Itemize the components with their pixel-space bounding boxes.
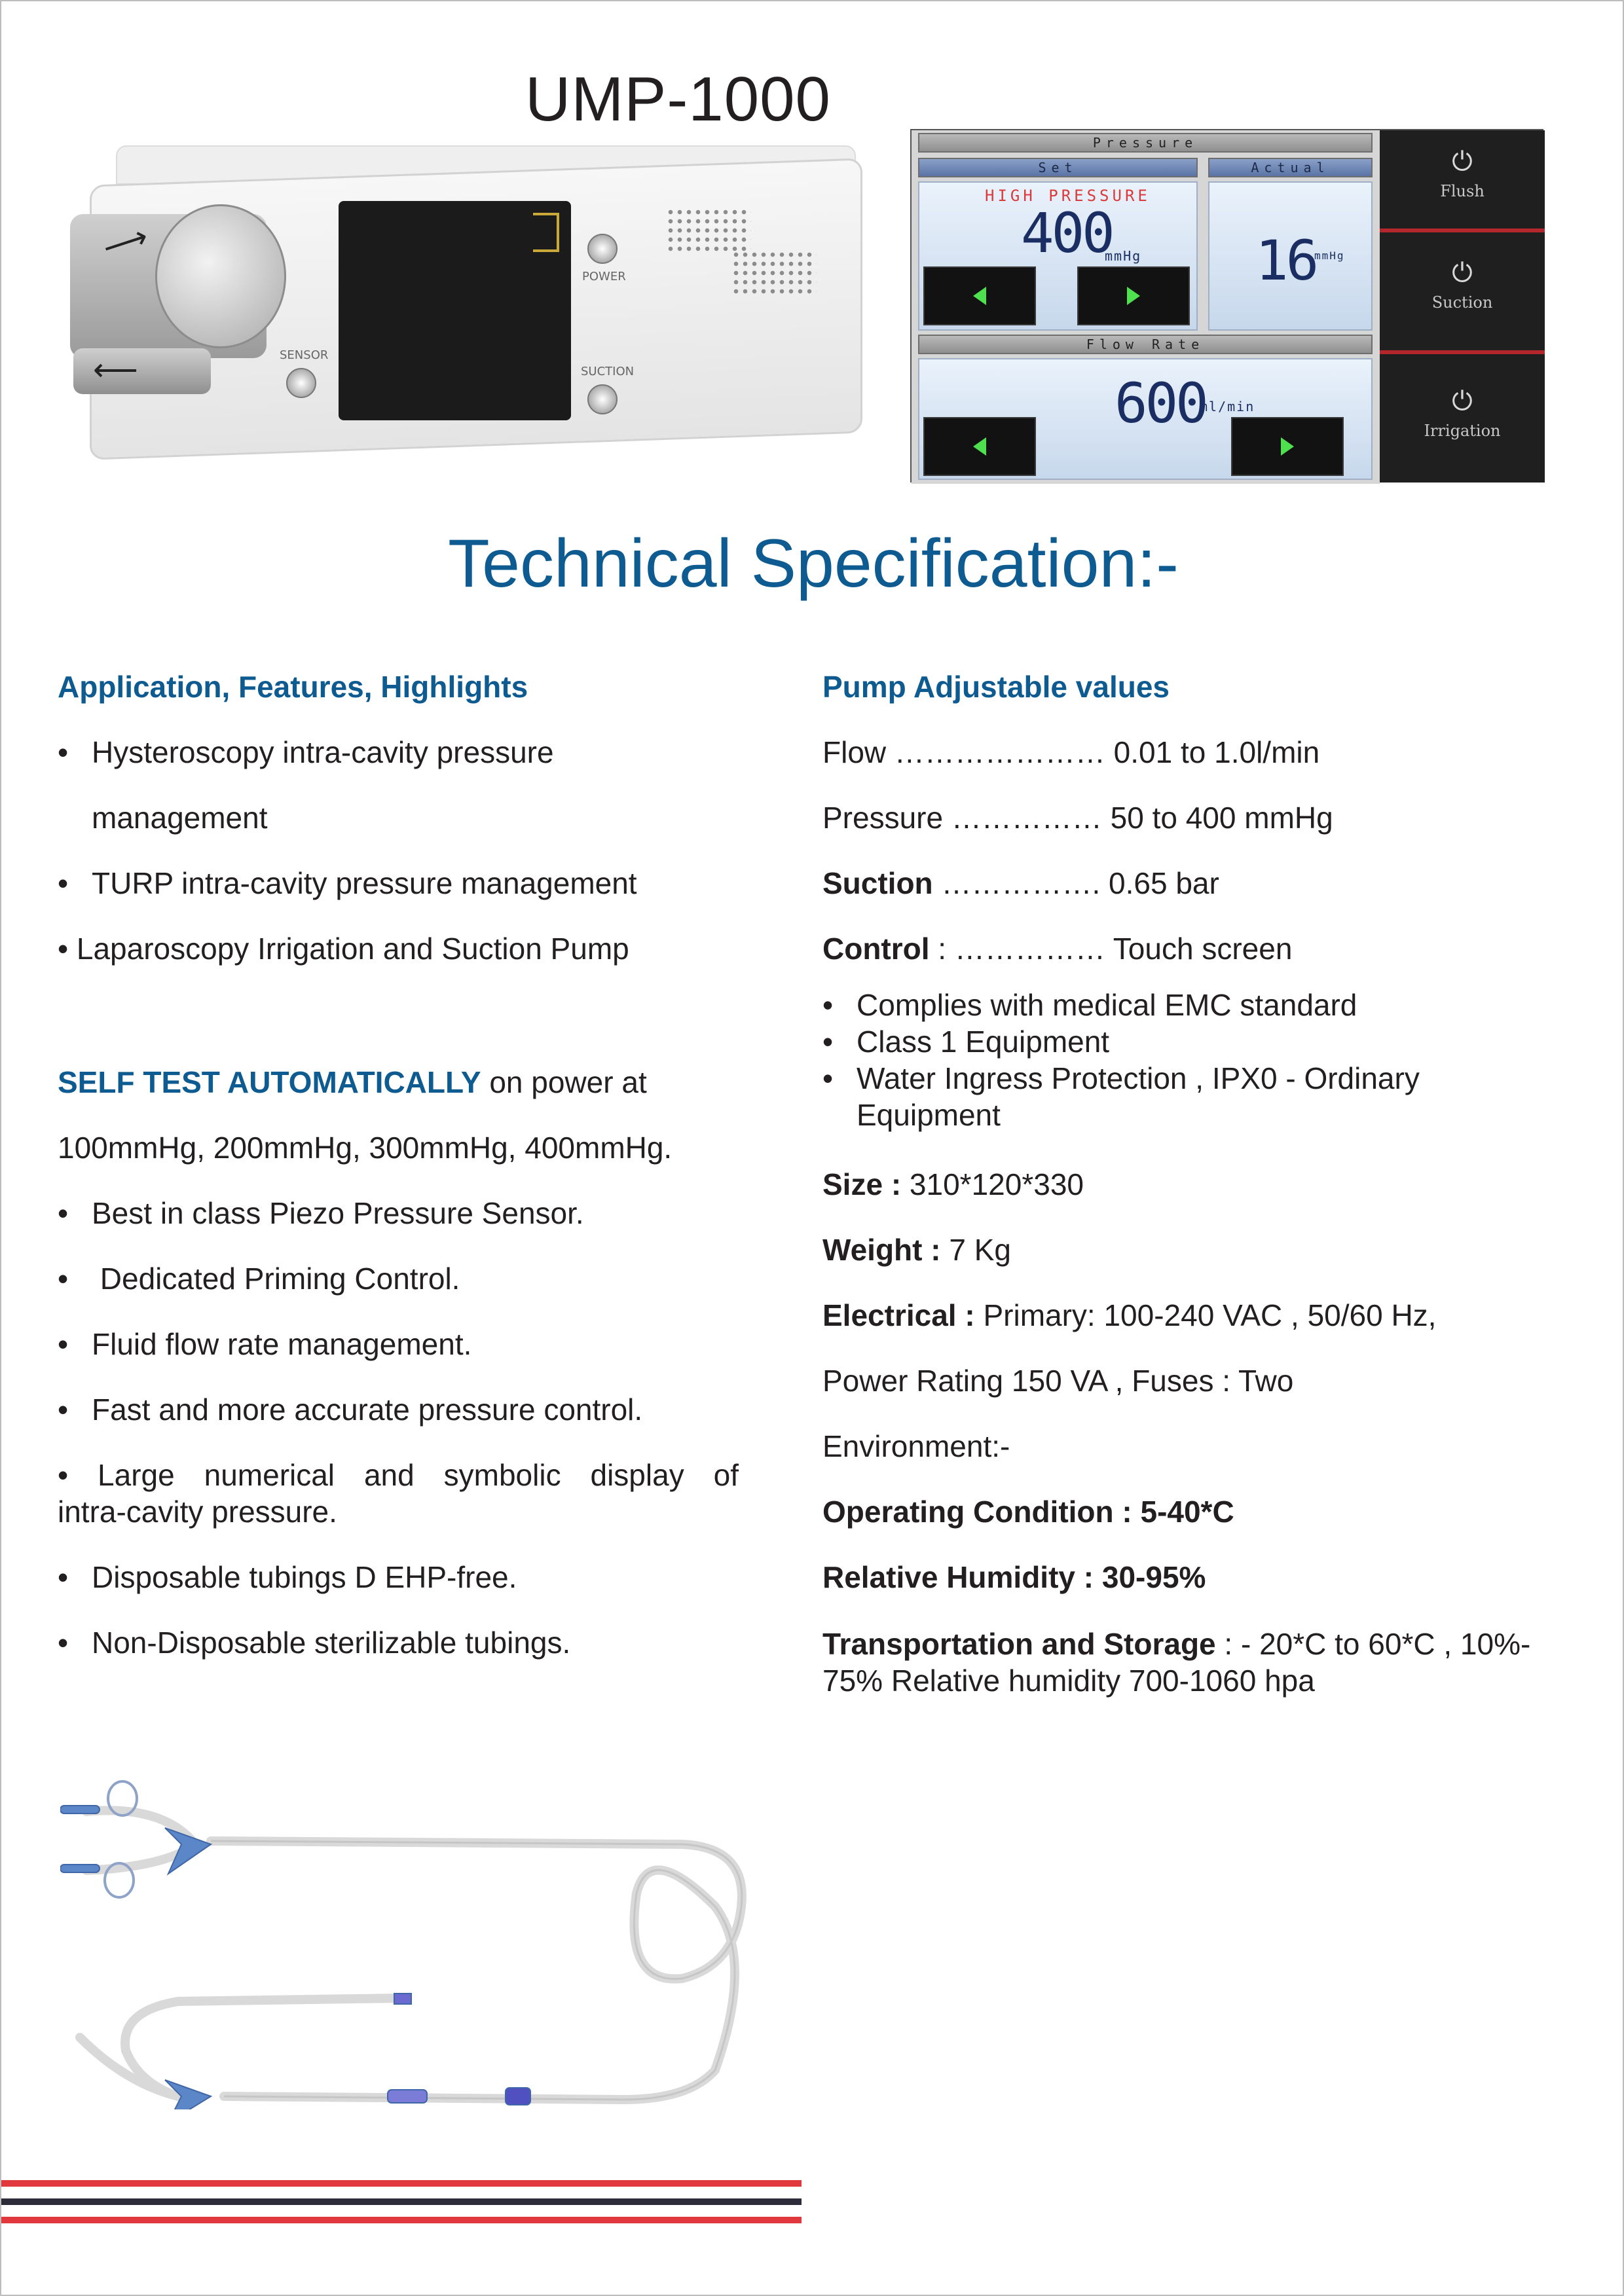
vent-grille [666, 208, 751, 253]
irrigation-button[interactable] [1380, 354, 1545, 483]
large-display-line-1: • Large numerical and symbolic display of [58, 1458, 739, 1492]
touch-screen-panel [910, 129, 1543, 483]
actual-header: Actual [1208, 158, 1373, 177]
self-test-values: 100mmHg, 200mmHg, 300mmHg, 400mmHg. [58, 1131, 673, 1165]
device-screen [339, 201, 571, 420]
left-arrow-icon [973, 287, 986, 305]
power-knob[interactable] [587, 234, 618, 264]
list-item: • Complies with medical EMC standard [822, 988, 1357, 1022]
list-item: Equipment [857, 1098, 1001, 1132]
flow-rate-header: Flow Rate [918, 335, 1373, 354]
vent-grille [731, 250, 817, 296]
pressure-header: Pressure [918, 133, 1373, 153]
pump-dial [155, 204, 286, 348]
list-item: • Laparoscopy Irrigation and Suction Pump [58, 932, 629, 966]
model-title: UMP-1000 [525, 64, 831, 134]
high-pressure-warning: HIGH PRESSURE [985, 187, 1151, 205]
right-arrow-icon [1127, 287, 1140, 305]
power-rating-spec: Power Rating 150 VA , Fuses : Two [822, 1364, 1294, 1398]
flush-button[interactable] [1380, 130, 1545, 228]
suction-label: Suction [1431, 293, 1493, 312]
power-icon: ⏻ [1452, 147, 1473, 176]
list-item: • Non-Disposable sterilizable tubings. [58, 1626, 571, 1660]
electrical-spec: Electrical : Primary: 100-240 VAC , 50/60 Hz, [822, 1298, 1437, 1332]
control-spec: Control : …………… Touch screen [822, 932, 1293, 966]
self-test-line: SELF TEST AUTOMATICALLY on power at [58, 1065, 647, 1099]
list-item: • TURP intra-cavity pressure management [58, 866, 637, 900]
set-decrease-button[interactable] [923, 266, 1036, 325]
set-increase-button[interactable] [1077, 266, 1190, 325]
flow-rate-unit: ml/min [1200, 399, 1255, 414]
list-item: • Class 1 Equipment [822, 1025, 1110, 1059]
list-item: management [92, 801, 268, 835]
flow-rate-value: 600 [1115, 371, 1206, 435]
right-arrow-icon [1281, 437, 1294, 456]
left-arrow-icon [973, 437, 986, 456]
device-illustration [64, 152, 876, 453]
flush-label: Flush [1440, 182, 1485, 200]
size-spec: Size : 310*120*330 [822, 1167, 1084, 1201]
pressure-spec: Pressure …………… 50 to 400 mmHg [822, 801, 1333, 835]
spec-title: Technical Specification:- [448, 526, 1179, 602]
dark-stripe [1, 2198, 802, 2205]
logo-icon [533, 213, 559, 252]
power-icon: ⏻ [1452, 387, 1473, 416]
features-heading: Application, Features, Highlights [58, 670, 528, 704]
pump-values-heading: Pump Adjustable values [822, 670, 1170, 704]
flow-decrease-button[interactable] [923, 417, 1036, 476]
set-pressure-unit: mmHg [1105, 248, 1142, 264]
set-header: Set [918, 158, 1198, 177]
suction-knob[interactable] [587, 384, 618, 414]
sensor-label: SENSOR [280, 348, 329, 362]
list-item: • Water Ingress Protection , IPX0 - Ordinary [822, 1061, 1420, 1095]
suction-label: SUCTION [581, 365, 635, 378]
tubing-set-illustration [60, 1743, 767, 2109]
red-stripe [1, 2180, 802, 2187]
large-display-line-2: intra-cavity pressure. [58, 1495, 337, 1529]
list-item: • Hysteroscopy intra-cavity pressure [58, 735, 554, 769]
flow-increase-button[interactable] [1231, 417, 1344, 476]
list-item: • Best in class Piezo Pressure Sensor. [58, 1196, 584, 1230]
actual-pressure-unit: mmHg [1314, 249, 1345, 262]
list-item: • Disposable tubings D EHP-free. [58, 1560, 517, 1594]
actual-lcd [1208, 181, 1373, 331]
transport-spec-cont: 75% Relative humidity 700-1060 hpa [822, 1664, 1315, 1698]
weight-spec: Weight : 7 Kg [822, 1233, 1011, 1267]
list-item: • Fast and more accurate pressure control. [58, 1393, 643, 1427]
sensor-knob[interactable] [286, 368, 316, 398]
power-label: POWER [582, 270, 626, 283]
flow-spec: Flow ………………… 0.01 to 1.0l/min [822, 735, 1320, 769]
environment-label: Environment:- [822, 1429, 1010, 1463]
red-stripe [1, 2217, 802, 2223]
suction-spec: Suction ……………. 0.65 bar [822, 866, 1219, 900]
relative-humidity: Relative Humidity : 30-95% [822, 1560, 1206, 1594]
arrow-out-icon: ⟵ [93, 353, 138, 388]
list-item: • Fluid flow rate management. [58, 1327, 472, 1361]
power-icon: ⏻ [1452, 259, 1473, 287]
set-pressure-value: 400 [1021, 201, 1113, 265]
suction-button[interactable] [1380, 232, 1545, 350]
irrigation-label: Irrigation [1424, 422, 1501, 440]
arrow-in-icon: ⟶ [98, 219, 153, 266]
actual-pressure-value: 16 [1255, 228, 1317, 293]
transport-spec: Transportation and Storage : - 20*C to 60*C , 10%- [822, 1627, 1531, 1661]
list-item: • Dedicated Priming Control. [58, 1262, 460, 1296]
operating-condition: Operating Condition : 5-40*C [822, 1495, 1234, 1529]
